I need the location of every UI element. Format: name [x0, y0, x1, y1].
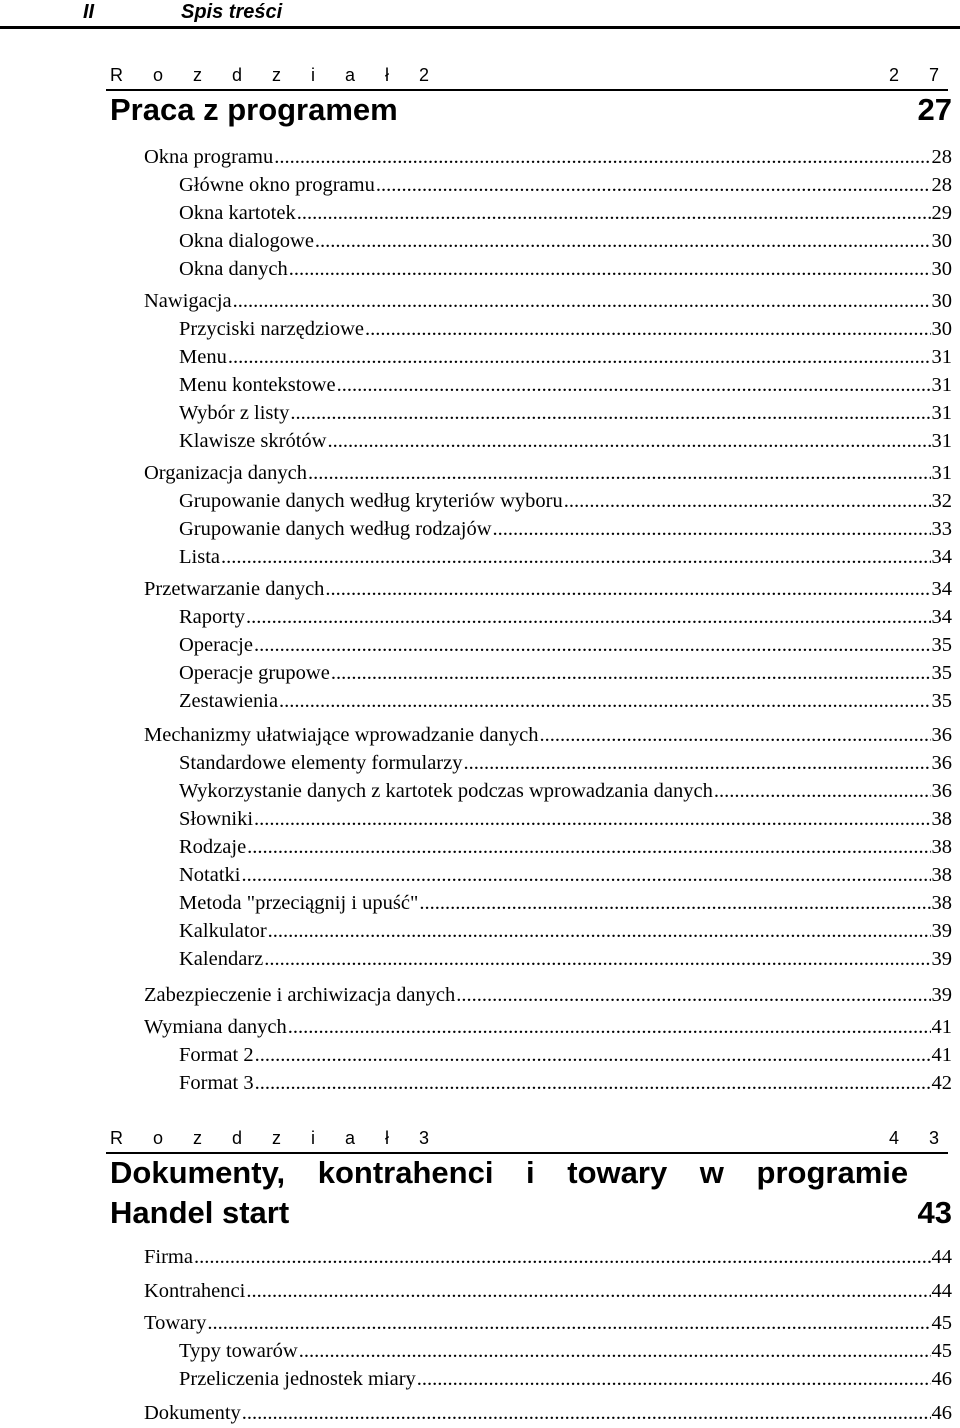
toc-entry-page: 38 [931, 892, 952, 914]
toc-entry-page: 31 [931, 374, 952, 396]
dot-leader [221, 544, 931, 570]
toc-entry[interactable] [144, 288, 952, 314]
dot-leader [327, 428, 930, 454]
toc-entry[interactable] [179, 228, 952, 254]
toc-entry[interactable] [144, 1310, 952, 1336]
toc-entry-page: 34 [931, 546, 952, 568]
chapter-label-text: R o z d z i a ł 2 [110, 65, 442, 85]
toc-entry-title: Firma [144, 1246, 193, 1268]
toc-entry-page: 42 [931, 1072, 952, 1094]
toc-entry[interactable] [179, 890, 952, 916]
dot-leader [246, 604, 930, 630]
section-title: Spis treści [181, 1, 283, 23]
toc-entry[interactable] [179, 488, 952, 514]
toc-entry-title: Towary [144, 1312, 207, 1334]
toc-entry[interactable] [179, 344, 952, 370]
dot-leader [242, 1400, 931, 1426]
toc-entry-page: 33 [931, 518, 952, 540]
toc-entry-title: Główne okno programu [179, 174, 375, 196]
toc-entry[interactable] [179, 372, 952, 398]
dot-leader [264, 946, 930, 972]
section-number: II [83, 1, 95, 23]
toc-entry[interactable] [144, 722, 952, 748]
toc-entry-title: Okna dialogowe [179, 230, 314, 252]
toc-entry[interactable] [179, 200, 952, 226]
dot-leader [376, 172, 931, 198]
toc-entry-page: 38 [931, 836, 952, 858]
toc-entry[interactable] [179, 428, 952, 454]
toc-entry[interactable] [179, 316, 952, 342]
toc-entry[interactable] [179, 1338, 952, 1364]
toc-entry-title: Klawisze skrótów [179, 430, 327, 452]
dot-leader [233, 288, 931, 314]
toc-entry-page: 39 [931, 984, 952, 1006]
toc-entry-title: Kalkulator [179, 920, 267, 942]
dot-leader [299, 1338, 931, 1364]
toc-entry-page: 41 [931, 1044, 952, 1066]
dot-leader [539, 722, 930, 748]
toc-entry-title: Typy towarów [179, 1340, 298, 1362]
toc-entry-page: 35 [931, 634, 952, 656]
toc-entry-title: Grupowanie danych według rodzajów [179, 518, 492, 540]
toc-entry-title: Kalendarz [179, 948, 264, 970]
toc-entry-title: Wymiana danych [144, 1016, 287, 1038]
toc-entry[interactable] [179, 688, 952, 714]
toc-entry-page: 38 [931, 808, 952, 830]
chapter-label [110, 1127, 952, 1149]
chapter-title [110, 1154, 952, 1192]
dot-leader [279, 688, 930, 714]
toc-entry-page: 38 [931, 864, 952, 886]
dot-leader [456, 982, 930, 1008]
toc-entry-title: Okna programu [144, 146, 274, 168]
chapter-title-page: 27 [917, 92, 952, 127]
toc-entry-page: 45 [931, 1312, 952, 1334]
toc-entry[interactable] [144, 982, 952, 1008]
chapter-title-page: 43 [917, 1195, 952, 1230]
toc-entry-page: 44 [931, 1246, 952, 1268]
toc-entry-page: 30 [931, 258, 952, 280]
toc-entry-title: Metoda "przeciągnij i upuść" [179, 892, 419, 914]
toc-entry[interactable] [179, 1042, 952, 1068]
dot-leader [463, 750, 930, 776]
toc-entry-page: 31 [931, 462, 952, 484]
dot-leader [207, 1310, 930, 1336]
toc-entry-page: 31 [931, 402, 952, 424]
toc-entry[interactable] [179, 750, 952, 776]
toc-entry-title: Operacje grupowe [179, 662, 330, 684]
chapter-title-text-line2: Handel start [110, 1195, 290, 1230]
toc-entry-title: Mechanizmy ułatwiające wprowadzanie danych [144, 724, 539, 746]
toc-entry[interactable] [179, 946, 952, 972]
toc-entry[interactable] [144, 1014, 952, 1040]
toc-entry-page: 39 [931, 920, 952, 942]
toc-entry-title: Grupowanie danych według kryteriów wyboru [179, 490, 563, 512]
toc-entry-title: Menu kontekstowe [179, 374, 336, 396]
dot-leader [297, 200, 931, 226]
dot-leader [714, 778, 931, 804]
toc-entry-page: 31 [931, 430, 952, 452]
dot-leader [242, 862, 931, 888]
dot-leader [419, 890, 930, 916]
toc-entry-page: 28 [931, 174, 952, 196]
toc-entry[interactable] [144, 576, 952, 602]
dot-leader [290, 400, 930, 426]
toc-entry[interactable] [179, 516, 952, 542]
dot-leader [325, 576, 930, 602]
toc-entry-page: 35 [931, 690, 952, 712]
toc-entry[interactable] [179, 778, 952, 804]
dot-leader [228, 344, 931, 370]
toc-entry[interactable] [144, 144, 952, 170]
chapter-label-text: R o z d z i a ł 3 [110, 1128, 442, 1148]
toc-entry-page: 32 [931, 490, 952, 512]
toc-entry-title: Dokumenty [144, 1402, 241, 1424]
toc-entry-page: 36 [931, 752, 952, 774]
toc-entry-title: Format 3 [179, 1072, 254, 1094]
toc-entry[interactable] [179, 1070, 952, 1096]
toc-entry-title: Raporty [179, 606, 246, 628]
toc-entry-title: Nawigacja [144, 290, 232, 312]
dot-leader [247, 834, 930, 860]
chapter-label-page: 2 7 [888, 65, 952, 85]
chapter-label-page: 4 3 [888, 1128, 952, 1148]
toc-entry-page: 46 [931, 1402, 952, 1424]
toc-entry-page: 44 [931, 1280, 952, 1302]
toc-entry-page: 34 [931, 578, 952, 600]
dot-leader [274, 144, 930, 170]
dot-leader [564, 488, 931, 514]
dot-leader [254, 806, 930, 832]
dot-leader [315, 228, 931, 254]
dot-leader [308, 460, 931, 486]
toc-entry-title: Okna danych [179, 258, 288, 280]
toc-entry-page: 41 [931, 1016, 952, 1038]
toc-entry[interactable] [179, 1366, 952, 1392]
toc-entry-page: 30 [931, 290, 952, 312]
toc-entry-title: Operacje [179, 634, 253, 656]
chapter-title-text: Dokumenty, kontrahenci i towary w programie [110, 1155, 909, 1190]
toc-entry-title: Organizacja danych [144, 462, 307, 484]
toc-entry-title: Przetwarzanie danych [144, 578, 325, 600]
toc-entry[interactable] [179, 544, 952, 570]
toc-entry[interactable] [179, 400, 952, 426]
dot-leader [337, 372, 931, 398]
toc-entry-page: 29 [931, 202, 952, 224]
dot-leader [255, 1042, 931, 1068]
toc-entry[interactable] [179, 862, 952, 888]
toc-entry-title: Zestawienia [179, 690, 279, 712]
toc-entry-title: Notatki [179, 864, 241, 886]
toc-entry-title: Standardowe elementy formularzy [179, 752, 463, 774]
toc-entry-page: 30 [931, 318, 952, 340]
toc-entry-title: Format 2 [179, 1044, 254, 1066]
chapter-title-line2 [110, 1194, 952, 1232]
toc-entry-title: Lista [179, 546, 220, 568]
chapter-label [110, 64, 952, 86]
dot-leader [255, 1070, 931, 1096]
toc-entry[interactable] [144, 1400, 952, 1426]
running-header [0, 0, 960, 26]
dot-leader [246, 1278, 930, 1304]
toc-entry-page: 31 [931, 346, 952, 368]
toc-entry-page: 35 [931, 662, 952, 684]
toc-entry-title: Przeliczenia jednostek miary [179, 1368, 416, 1390]
dot-leader [331, 660, 931, 686]
toc-entry-title: Wybór z listy [179, 402, 290, 424]
toc-entry-title: Zabezpieczenie i archiwizacja danych [144, 984, 456, 1006]
dot-leader [254, 632, 931, 658]
dot-leader [268, 918, 931, 944]
toc-entry-page: 30 [931, 230, 952, 252]
toc-entry-page: 39 [931, 948, 952, 970]
toc-entry-page: 46 [931, 1368, 952, 1390]
dot-leader [417, 1366, 931, 1392]
toc-entry-page: 28 [931, 146, 952, 168]
toc-entry-title: Okna kartotek [179, 202, 296, 224]
toc-entry-page: 36 [931, 780, 952, 802]
toc-entry[interactable] [179, 834, 952, 860]
chapter-title [110, 91, 952, 129]
dot-leader [288, 1014, 931, 1040]
dot-leader [493, 516, 931, 542]
toc-entry-title: Słowniki [179, 808, 254, 830]
toc-entry[interactable] [179, 660, 952, 686]
dot-leader [289, 256, 931, 282]
toc-entry-title: Menu [179, 346, 227, 368]
toc-entry[interactable] [179, 632, 952, 658]
toc-entry-page: 34 [931, 606, 952, 628]
toc-entry[interactable] [179, 918, 952, 944]
toc-entry-page: 45 [931, 1340, 952, 1362]
toc-entry[interactable] [179, 172, 952, 198]
toc-entry[interactable] [179, 806, 952, 832]
toc-entry-title: Wykorzystanie danych z kartotek podczas wprowadzania danych [179, 780, 713, 802]
dot-leader [194, 1244, 931, 1270]
toc-entry-title: Rodzaje [179, 836, 247, 858]
toc-entry[interactable] [179, 604, 952, 630]
toc-entry[interactable] [144, 460, 952, 486]
dot-leader [365, 316, 931, 342]
chapter-title-text: Praca z programem [110, 92, 398, 127]
toc-entry[interactable] [144, 1244, 952, 1270]
toc-entry-title: Przyciski narzędziowe [179, 318, 364, 340]
toc-entry[interactable] [179, 256, 952, 282]
header-rule [0, 26, 960, 29]
toc-entry-title: Kontrahenci [144, 1280, 246, 1302]
toc-entry-page: 36 [931, 724, 952, 746]
toc-entry[interactable] [144, 1278, 952, 1304]
